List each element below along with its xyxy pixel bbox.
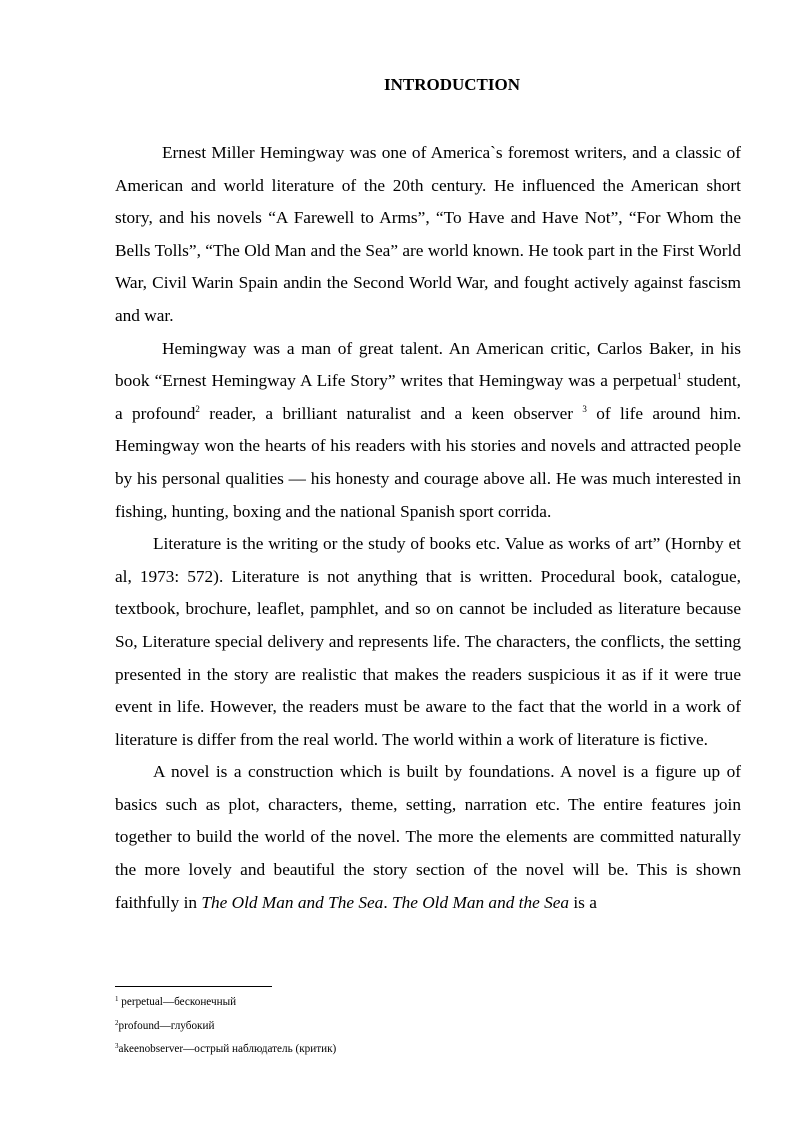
book-title-italic-1: The Old Man and The Sea [201, 892, 384, 912]
paragraph-3: Literature is the writing or the study of books etc. Value as works of art” (Hornby et al, 1973: 572). Literature is not anything that is written. Procedural book, catalogue, textbook, brochure, leaflet, pamphlet, and so on cannot be included as literature because So, Literature special delivery and represents life. The characters, the conflicts, the setting presented in the story are realistic that makes the readers suspicious it as if it were true event in life. However, the readers must be aware to the fact that the world in a work of literature is differ from the real world. The world within a work of literature is fictive. [115, 534, 741, 749]
footnotes [115, 991, 336, 1062]
footnote-2 [115, 1015, 336, 1039]
paragraph-2-part-c: reader, a brilliant naturalist and a keen observer [199, 403, 583, 423]
paragraph-2-part-d: of life around him. Hemingway won the hearts of his readers with his stories and novels and attracted people by his personal qualities — his honesty and courage above all. He was much interested in fishing, hunting, boxing and the national Spanish sport corrida. [115, 403, 741, 521]
footnote-separator [115, 986, 272, 987]
footnote-3 [115, 1038, 336, 1062]
paragraph-1: Ernest Miller Hemingway was one of America`s foremost writers, and a classic of American and world literature of the 20th century. He influenced the American short story, and his novels “A Farewell to Arms”, “To Have and Have Not”, “For Whom the Bells Tolls”, “The Old Man and the Sea” are world known. He took part in the First World War, Civil Warin Spain andin the Second World War, and fought actively against fascism and war. [115, 143, 741, 325]
paragraph-4-part-a: A novel is a construction which is built by foundations. A novel is a figure up of basics such as plot, characters, theme, setting, narration etc. The entire features join together to build the world of the novel. The more the elements are committed naturally the more lovely and beautiful the story section of the novel will be. This is shown faithfully in [115, 762, 741, 912]
footnote-number: 2 [115, 1018, 119, 1027]
footnote-ref-3: 3 [582, 403, 587, 414]
paragraph-2-part-a: Hemingway was a man of great talent. An American critic, Carlos Baker, in his book “Ernest Hemingway A Life Story” writes that Hemingway was a perpetual [115, 338, 741, 391]
footnote-text: profound—глубокий [118, 1019, 215, 1032]
footnote-ref-2: 2 [195, 403, 200, 414]
paragraph-4-part-c: is a [569, 892, 597, 912]
footnote-1 [115, 991, 336, 1015]
footnote-text: akeenobserver—острый наблюдатель (критик) [118, 1043, 337, 1055]
footnote-number: 1 [115, 995, 119, 1003]
book-title-italic-2: The Old Man and the Sea [391, 892, 570, 912]
footnote-text: perpetual—бесконечный [118, 996, 237, 1008]
paragraph-4 [115, 756, 741, 919]
page-title: INTRODUCTION [383, 75, 521, 94]
paragraph-2-part-b: student, a profound [115, 371, 741, 423]
body-text [115, 137, 741, 919]
paragraph-2 [115, 333, 741, 529]
paragraph-4-part-b: . [383, 892, 392, 912]
footnote-number: 3 [115, 1042, 119, 1050]
footnote-ref-1: 1 [677, 371, 682, 382]
